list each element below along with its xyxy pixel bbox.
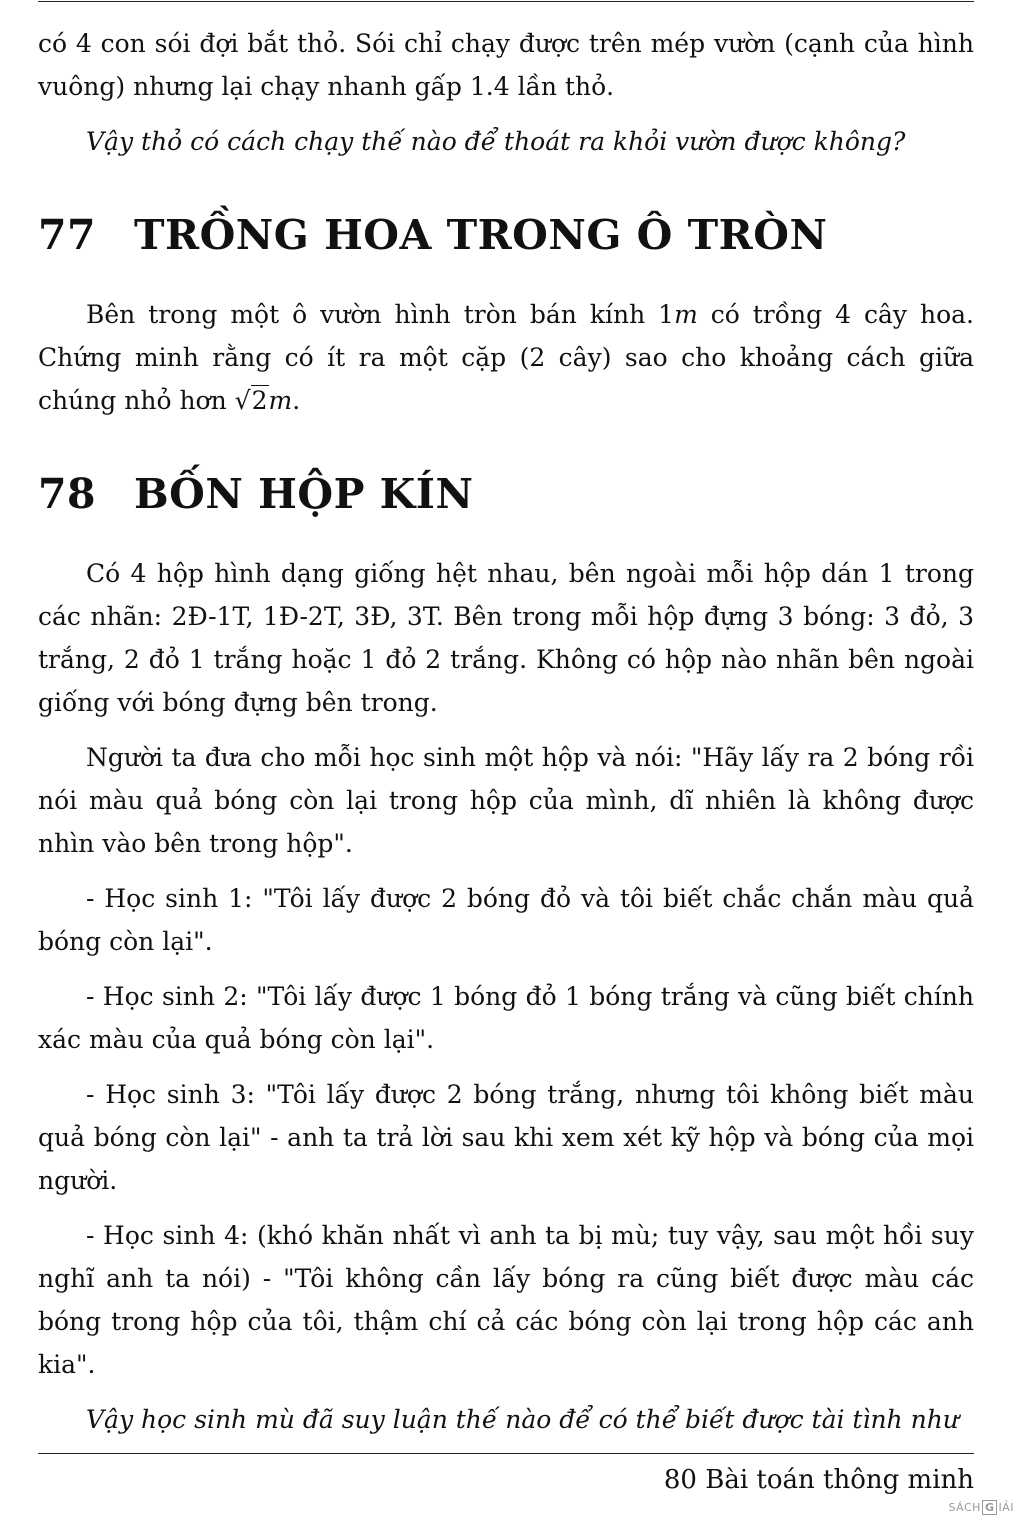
s77-text-before: Bên trong một ô vườn hình tròn bán kính 1 (86, 300, 675, 329)
section-77-paragraph (38, 293, 974, 422)
top-question: Vậy thỏ có cách chạy thế nào để thoát ra khỏi vườn được không? (86, 127, 906, 156)
footer-book-title: 80 Bài toán thông minh (663, 1465, 974, 1495)
section-77-heading (38, 211, 974, 259)
page-content (38, 22, 974, 1453)
header-rule (38, 1, 974, 2)
section-78-title: BỐN HỘP KÍN (134, 470, 474, 518)
section-78-heading (38, 470, 974, 518)
sqrt-sign: √ (234, 386, 251, 415)
student-2-statement: - Học sinh 2: "Tôi lấy được 1 bóng đỏ 1 bóng trắng và cũng biết chính xác màu của quả bóng còn lại". (38, 982, 974, 1054)
s77-text-end: . (292, 386, 301, 415)
watermark-logo (948, 1500, 1014, 1515)
student-3-statement: - Học sinh 3: "Tôi lấy được 2 bóng trắng, nhưng tôi không biết màu quả bóng còn lại" - anh ta trả lời sau khi xem xét kỹ hộp và bóng của mọi người. (38, 1080, 974, 1195)
student-1-statement: - Học sinh 1: "Tôi lấy được 2 bóng đỏ và tôi biết chắc chắn màu quả bóng còn lại". (38, 884, 974, 956)
student-4-statement: - Học sinh 4: (khó khăn nhất vì anh ta bị mù; tuy vậy, sau một hồi suy nghĩ anh ta nói) - "Tôi không cần lấy bóng ra cũng biết được màu các bóng trong hộp của tôi, thậm chí cả các bóng còn lại trong hộp các anh kia". (38, 1221, 974, 1379)
section-78-paragraph: Người ta đưa cho mỗi học sinh một hộp và nói: "Hãy lấy ra 2 bóng rồi nói màu quả bóng còn lại trong hộp của mình, dĩ nhiên là không được nhìn vào bên trong hộp". (38, 743, 974, 858)
sqrt-radicand: 2 (251, 386, 268, 415)
watermark-right: IẢI (998, 1501, 1014, 1514)
section-77-title: TRỒNG HOA TRONG Ô TRÒN (134, 211, 828, 259)
top-paragraph: có 4 con sói đợi bắt thỏ. Sói chỉ chạy được trên mép vườn (cạnh của hình vuông) nhưng lại chạy nhanh gấp 1.4 lần thỏ. (38, 29, 974, 101)
footer-rule (38, 1453, 974, 1454)
s77-unit-m: m (674, 300, 698, 329)
section-78-paragraph: Có 4 hộp hình dạng giống hệt nhau, bên ngoài mỗi hộp dán 1 trong các nhãn: 2Đ-1T, 1Đ-2T, 3Đ, 3T. Bên trong mỗi hộp đựng 3 bóng: 3 đỏ, 3 trắng, 2 đỏ 1 trắng hoặc 1 đỏ 2 trắng. Không có hộp nào nhãn bên ngoài giống với bóng đựng bên trong. (38, 559, 974, 717)
s77-text-middle: có trồng 4 cây hoa. Chứng minh rằng có ít ra một cặp (2 cây) sao cho khoảng cách giữa chúng nhỏ hơn (38, 300, 974, 415)
watermark-box: G (982, 1500, 998, 1515)
section-78-number: 78 (38, 470, 97, 518)
watermark-left: SÁCH (948, 1501, 981, 1514)
section-78-question: Vậy học sinh mù đã suy luận thế nào để có thể biết được tài tình như (86, 1405, 959, 1434)
s77-unit-m2: m (268, 386, 293, 415)
section-77-number: 77 (38, 211, 97, 259)
sqrt-expression (235, 385, 269, 415)
